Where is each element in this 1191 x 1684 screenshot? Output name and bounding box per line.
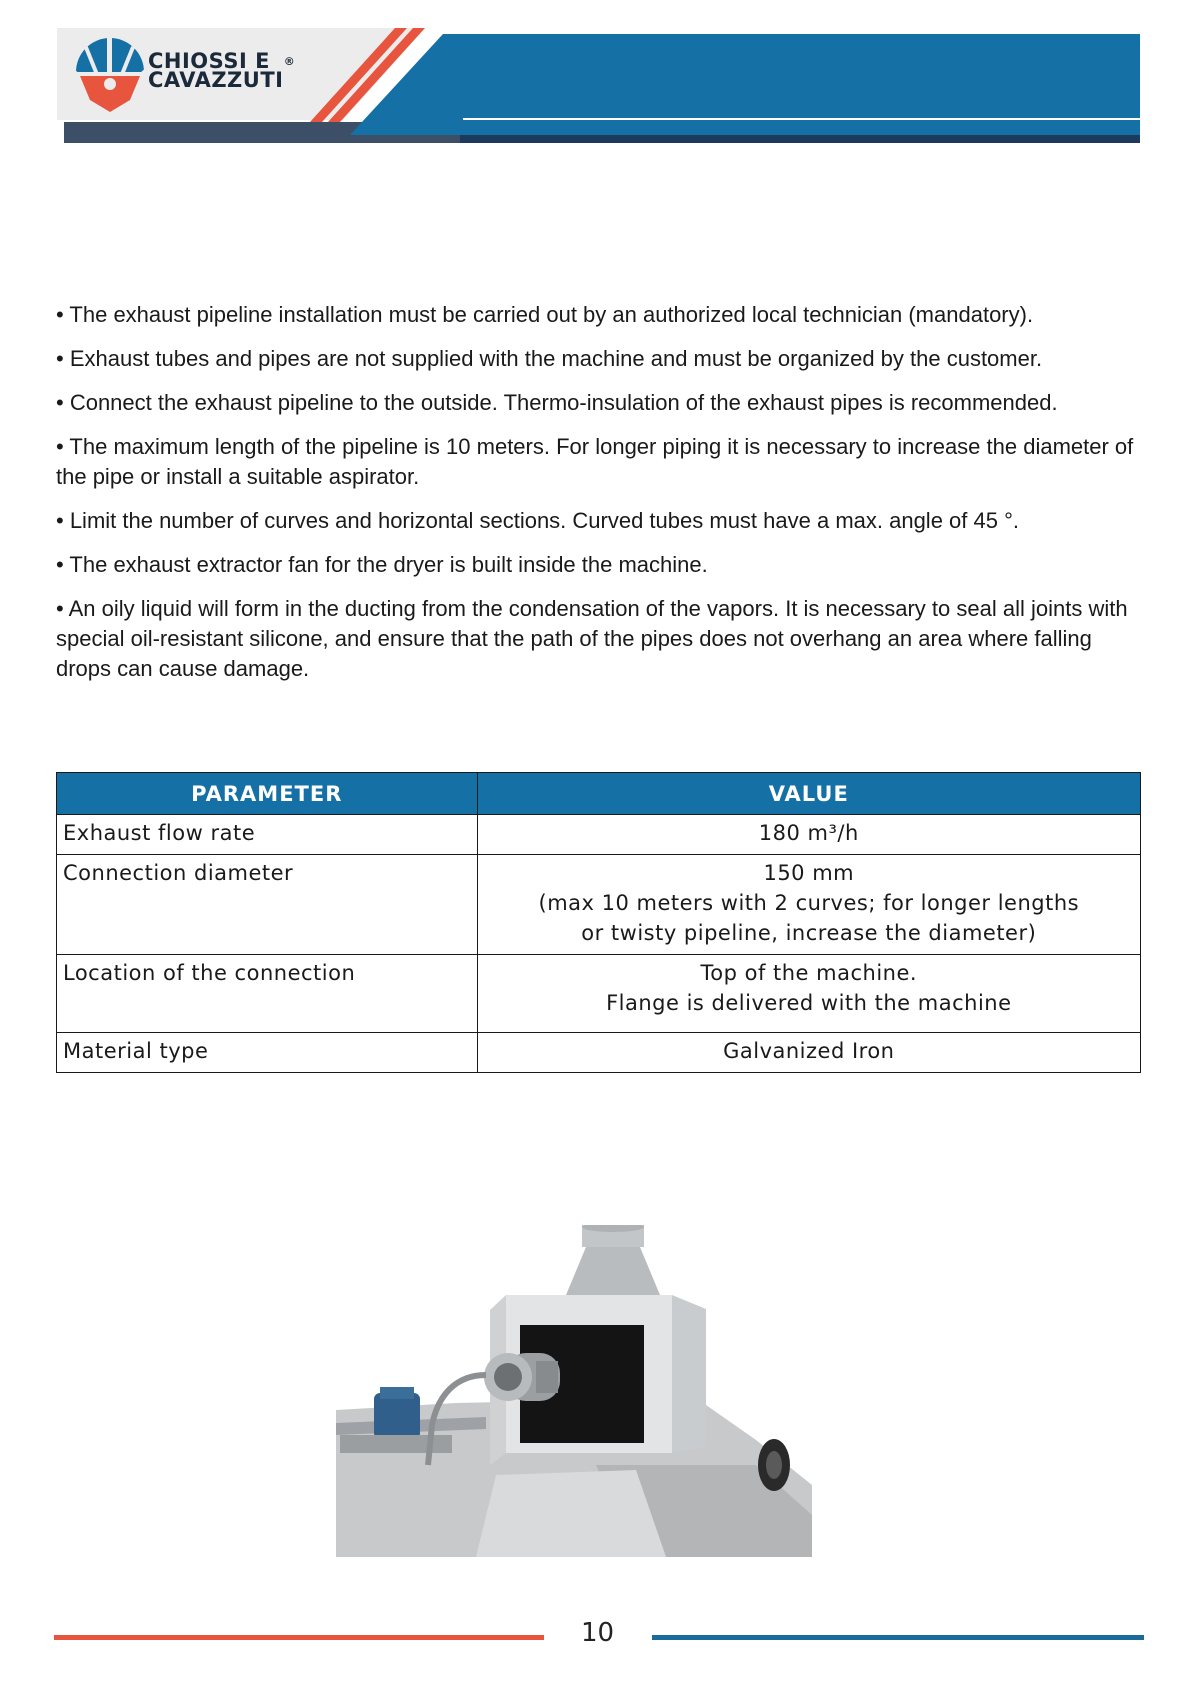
table-header-row [57, 773, 1141, 815]
note-item: • Connect the exhaust pipeline to the outside. Thermo-insulation of the exhaust pipes is recommended. [56, 390, 1058, 415]
installation-notes [56, 300, 1146, 698]
note-item: • An oily liquid will form in the ducting from the condensation of the vapors. It is necessary to seal all joints with special oil-resistant silicone, and ensure that the path of the pipes does not overhang an area where falling drops can cause damage. [56, 596, 1128, 681]
brand-line-2: CAVAZZUTI [148, 68, 284, 92]
value-column-header: VALUE [477, 773, 1140, 815]
parameter-table [56, 772, 1141, 1073]
note-item: • The maximum length of the pipeline is 10 meters. For longer piping it is necessary to increase the diameter of the pipe or install a suitable aspirator. [56, 434, 1134, 489]
note-item: • Limit the number of curves and horizontal sections. Curved tubes must have a max. angle of 45 °. [56, 508, 1019, 533]
parameter-column-header: PARAMETER [57, 773, 478, 815]
table-row [57, 815, 1141, 855]
value-cell: Top of the machine. Flange is delivered with the machine [477, 955, 1140, 1033]
value-cell: Galvanized Iron [477, 1033, 1140, 1073]
value-cell: 150 mm (max 10 meters with 2 curves; for longer lengths or twisty pipeline, increase the diameter) [477, 855, 1140, 955]
table-row [57, 955, 1141, 1033]
note-item: • Exhaust tubes and pipes are not supplied with the machine and must be organized by the customer. [56, 346, 1043, 371]
footer-rule-right [652, 1635, 1144, 1640]
registered-mark: ® [283, 55, 296, 68]
page-header [0, 0, 1191, 150]
brand-line-1: CHIOSSI E ® [148, 49, 296, 73]
table-row [57, 1033, 1141, 1073]
exhaust-fan-photo [336, 1225, 812, 1557]
parameter-cell: Material type [57, 1033, 478, 1073]
value-cell: 180 m³/h [477, 815, 1140, 855]
table-row [57, 855, 1141, 955]
brand-name [148, 49, 296, 92]
parameter-cell: Connection diameter [57, 855, 478, 955]
parameter-cell: Location of the connection [57, 955, 478, 1033]
note-item: • The exhaust pipeline installation must be carried out by an authorized local technician (mandatory). [56, 302, 1034, 327]
page-number: 10 [580, 1618, 615, 1648]
note-item: • The exhaust extractor fan for the dryer is built inside the machine. [56, 552, 708, 577]
parameter-cell: Exhaust flow rate [57, 815, 478, 855]
footer-rule-left [54, 1635, 544, 1640]
